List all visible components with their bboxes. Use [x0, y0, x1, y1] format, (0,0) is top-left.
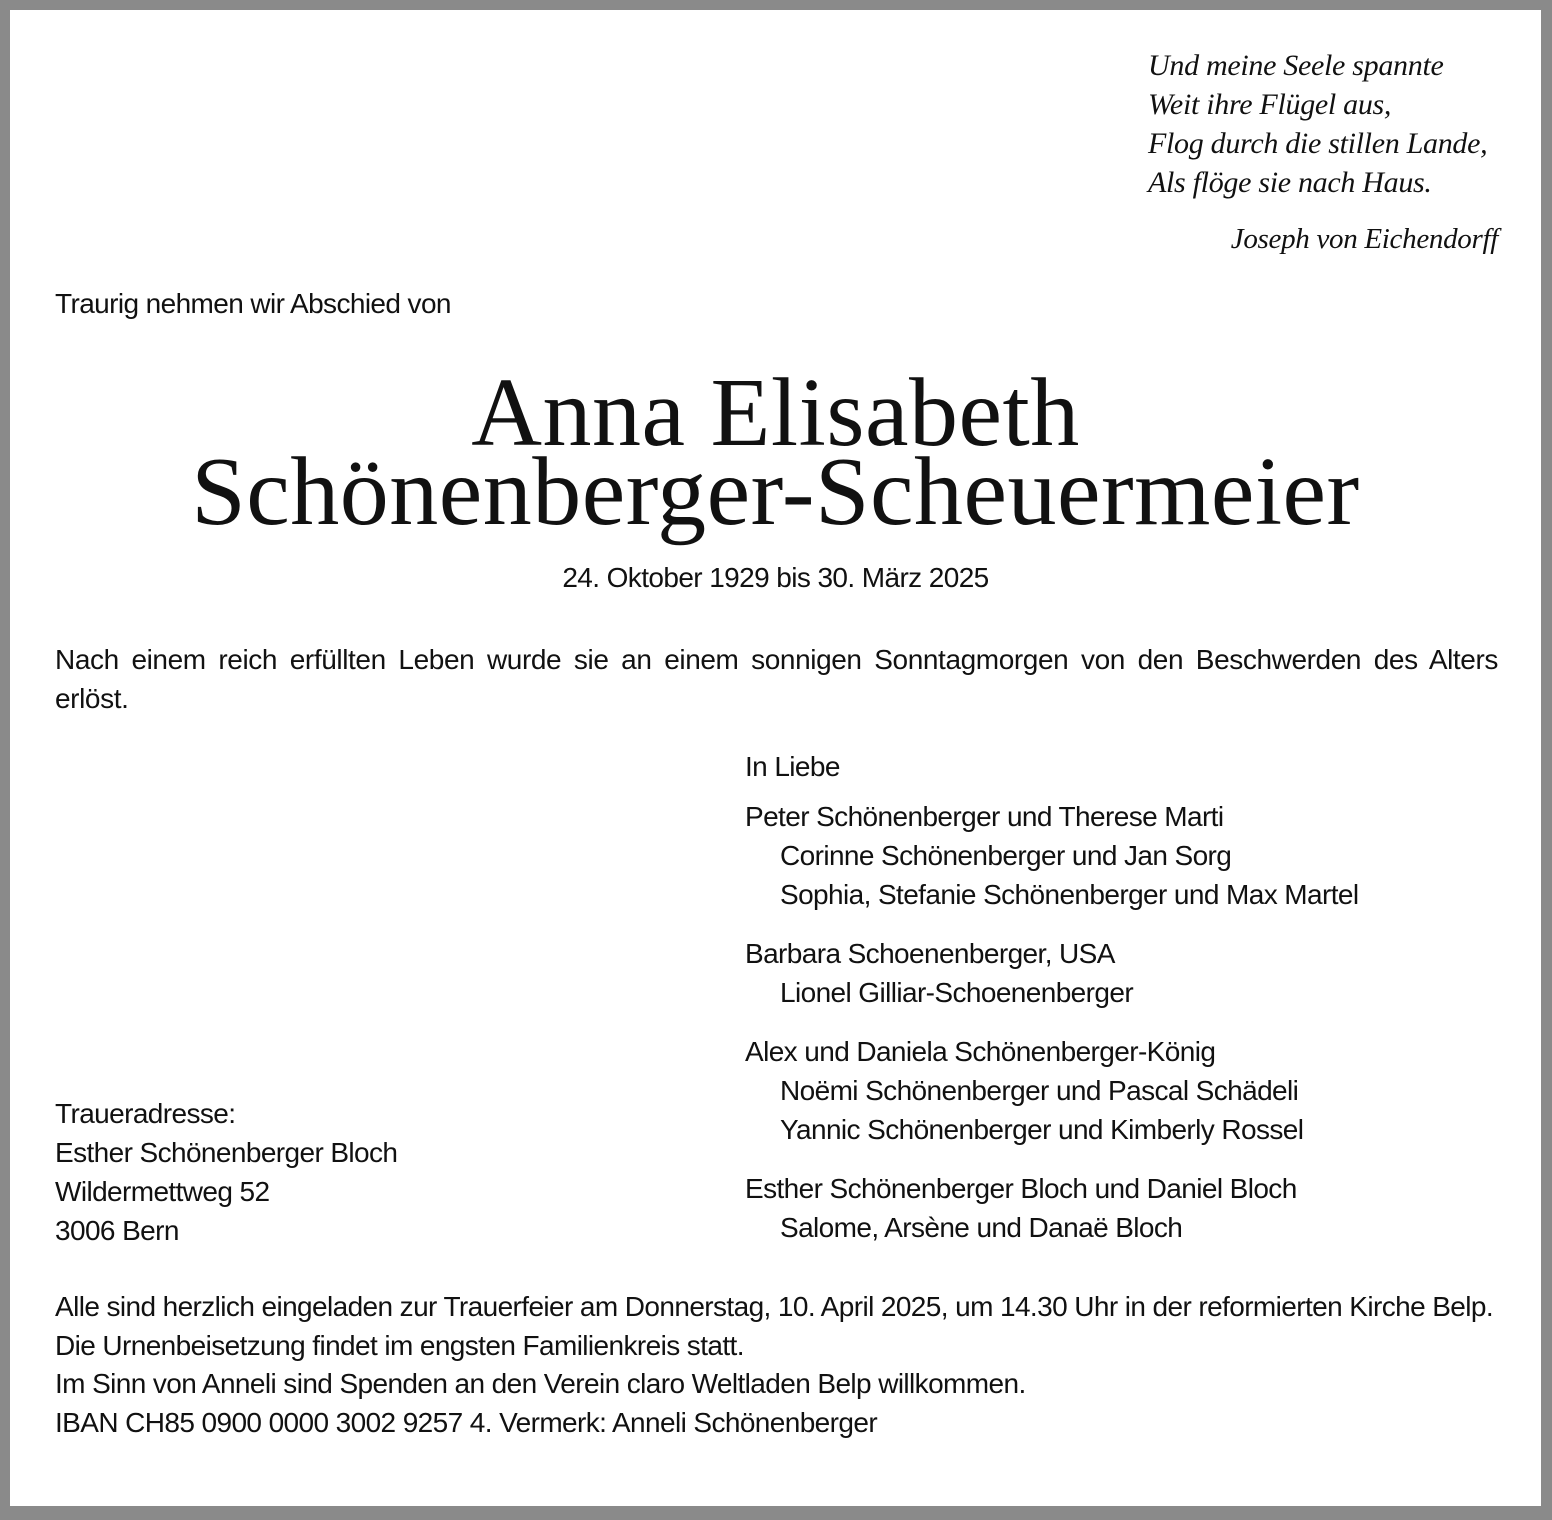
deceased-first-names: Anna Elisabeth — [471, 359, 1080, 467]
mourning-address — [55, 1094, 397, 1250]
mourner-group — [745, 797, 1505, 914]
poem-author: Joseph von Eichendorff — [1230, 223, 1498, 255]
mourner-child: Noëmi Schönenberger und Pascal Schädeli — [780, 1075, 1299, 1106]
iban-note: IBAN CH85 0900 0000 3002 9257 4. Vermerk: Anneli Schönenberger — [55, 1406, 878, 1438]
address-label: Traueradresse: — [55, 1098, 236, 1129]
deceased-surname: Schönenberger-Scheuermeier — [191, 438, 1360, 546]
mourner-group — [745, 934, 1505, 1012]
poem-line: Als flöge sie nach Haus. — [1148, 166, 1432, 199]
poem-line: Flog durch die stillen Lande, — [1148, 127, 1488, 160]
mourner-primary: Peter Schönenberger und Therese Marti — [745, 801, 1224, 832]
mourners-greeting: In Liebe — [745, 751, 840, 782]
life-dates: 24. Oktober 1929 bis 30. März 2025 — [562, 562, 989, 593]
mourner-group — [745, 1032, 1505, 1149]
mourners-list — [745, 747, 1505, 1267]
poem-quote — [1148, 46, 1518, 255]
funeral-invitation: Alle sind herzlich eingeladen zur Trauerfeier am Donnerstag, 10. April 2025, um 14.30 Uhr in der reformierten Kirche Belp. — [55, 1291, 1494, 1322]
mourner-primary: Alex und Daniela Schönenberger-König — [745, 1036, 1216, 1067]
mourner-child: Yannic Schönenberger und Kimberly Rossel — [780, 1114, 1304, 1145]
address-name: Esther Schönenberger Bloch — [55, 1137, 398, 1168]
body-text: Nach einem reich erfüllten Leben wurde sie an einem sonnigen Sonntagmorgen von den Beschwerden des Alters erlöst. — [55, 644, 1498, 714]
address-city: 3006 Bern — [55, 1215, 179, 1246]
address-street: Wildermettweg 52 — [55, 1176, 270, 1207]
mourner-primary: Barbara Schoenenberger, USA — [745, 938, 1115, 969]
mourner-group — [745, 1169, 1505, 1247]
mourner-child: Lionel Gilliar-Schoenenberger — [780, 977, 1134, 1008]
donation-note: Im Sinn von Anneli sind Spenden an den Verein claro Weltladen Belp willkommen. — [55, 1368, 1026, 1399]
mourner-child: Salome, Arsène und Danaë Bloch — [780, 1212, 1183, 1243]
obituary-notice — [10, 10, 1541, 1506]
poem-line: Und meine Seele spannte — [1148, 49, 1444, 82]
mourner-child: Corinne Schönenberger und Jan Sorg — [780, 840, 1232, 871]
poem-line: Weit ihre Flügel aus, — [1148, 88, 1392, 121]
mourner-child: Sophia, Stefanie Schönenberger und Max Martel — [780, 879, 1359, 910]
closing-notes — [55, 1288, 1498, 1442]
burial-note: Die Urnenbeisetzung findet im engsten Familienkreis statt. — [55, 1329, 744, 1361]
mourner-primary: Esther Schönenberger Bloch und Daniel Bloch — [745, 1173, 1297, 1204]
intro-text: Traurig nehmen wir Abschied von — [55, 288, 451, 319]
